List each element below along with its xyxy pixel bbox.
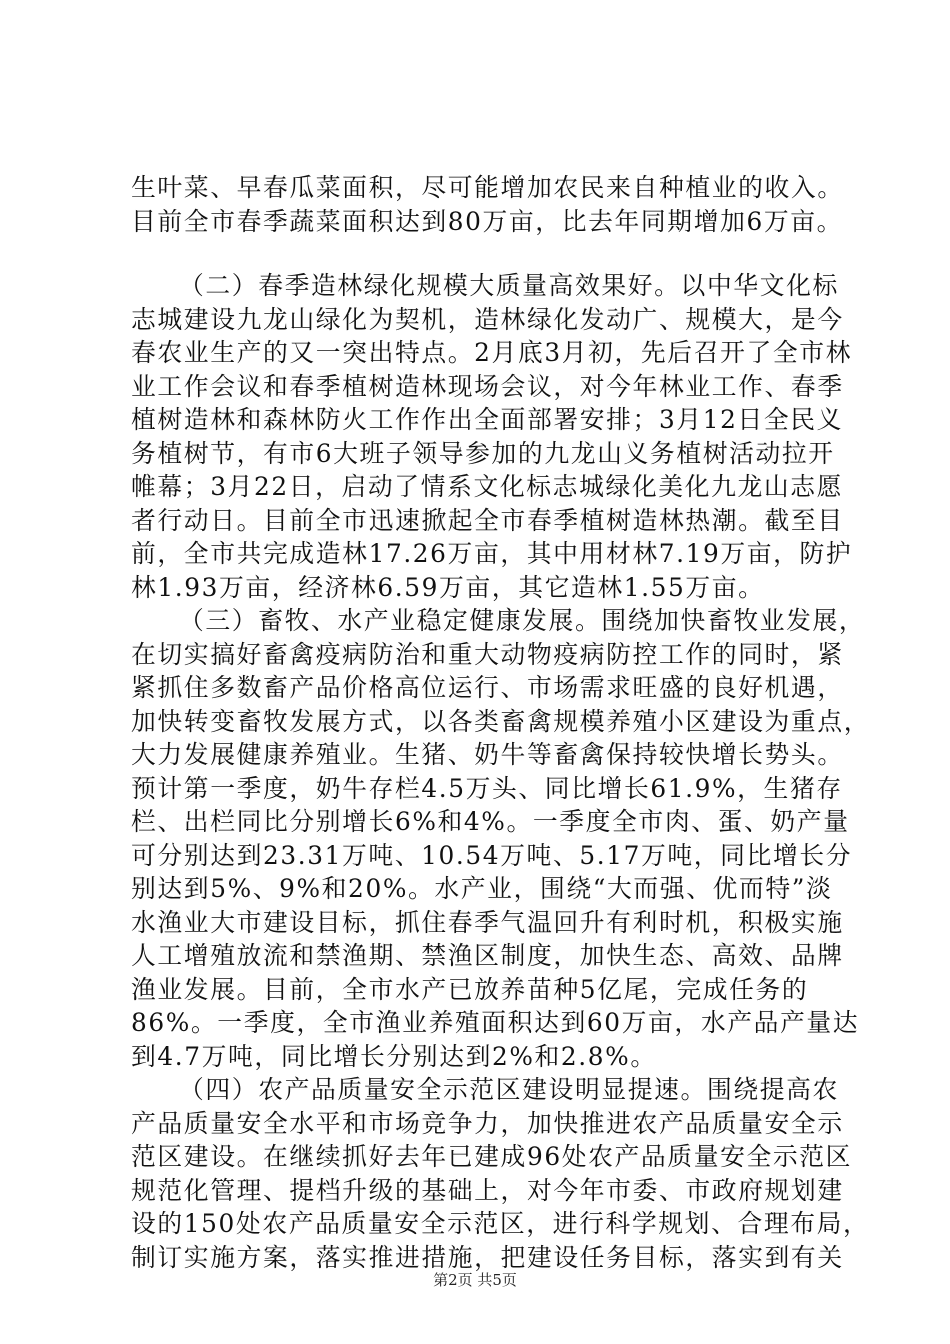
paragraph-line: 志城建设九龙山绿化为契机，造林绿化发动广、规模大，是今 (131, 305, 844, 334)
paragraph-line: 帷幕；3月22日，启动了情系文化标志城绿化美化九龙山志愿 (131, 472, 844, 501)
paragraph-line: 栏、出栏同比分别增长6%和4%。一季度全市肉、蛋、奶产量 (131, 807, 850, 836)
paragraph-line: 务植树节，有市6大班子领导参加的九龙山义务植树活动拉开 (131, 439, 835, 468)
section-heading-line: （三）畜牧、水产业稳定健康发展。围绕加快畜牧业发展， (179, 606, 866, 635)
paragraph-line: 设的150处农产品质量安全示范区，进行科学规划、合理布局， (131, 1209, 870, 1238)
paragraph-line: 目前全市春季蔬菜面积达到80万亩，比去年同期增加6万亩。 (131, 207, 844, 236)
paragraph-line: 制订实施方案，落实推进措施，把建设任务目标，落实到有关 (131, 1243, 844, 1272)
paragraph-line: 到4.7万吨，同比增长分别达到2%和2.8%。 (131, 1042, 657, 1071)
paragraph-line: 规范化管理、提档升级的基础上，对今年市委、市政府规划建 (131, 1176, 844, 1205)
paragraph-line: 者行动日。目前全市迅速掀起全市春季植树造林热潮。截至目 (131, 506, 844, 535)
paragraph-line: 大力发展健康养殖业。生猪、奶牛等畜禽保持较快增长势头。 (131, 740, 844, 769)
paragraph-line: 水渔业大市建设目标，抓住春季气温回升有利时机，积极实施 (131, 908, 844, 937)
paragraph-line: 加快转变畜牧发展方式，以各类畜禽规模养殖小区建设为重点， (131, 707, 871, 736)
paragraph-line: 前，全市共完成造林17.26万亩，其中用材林7.19万亩，防护 (131, 539, 853, 568)
paragraph-line: 紧抓住多数畜产品价格高位运行、市场需求旺盛的良好机遇， (131, 673, 844, 702)
paragraph-line: 生叶菜、早春瓜菜面积，尽可能增加农民来自种植业的收入。 (131, 173, 844, 202)
paragraph-line: 在切实搞好畜禽疫病防治和重大动物疫病防控工作的同时，紧 (131, 640, 844, 669)
paragraph-line: 渔业发展。目前，全市水产已放养苗种5亿尾，完成任务的 (131, 975, 809, 1004)
paragraph-line: 人工增殖放流和禁渔期、禁渔区制度，加快生态、高效、品牌 (131, 941, 844, 970)
paragraph-line: 范区建设。在继续抓好去年已建成96处农产品质量安全示范区 (131, 1142, 853, 1171)
paragraph-line: 林1.93万亩，经济林6.59万亩，其它造林1.55万亩。 (131, 573, 765, 602)
paragraph-line: 产品质量安全水平和市场竞争力，加快推进农产品质量安全示 (131, 1109, 844, 1138)
paragraph-line: 业工作会议和春季植树造林现场会议，对今年林业工作、春季 (131, 372, 844, 401)
paragraph-line: 别达到5%、9%和20%。水产业，围绕“大而强、优而特”淡 (131, 874, 833, 903)
section-heading-line: （四）农产品质量安全示范区建设明显提速。围绕提高农 (179, 1075, 839, 1104)
section-heading-line: （二）春季造林绿化规模大质量高效果好。以中华文化标 (179, 271, 839, 300)
paragraph-line: 预计第一季度，奶牛存栏4.5万头、同比增长61.9%，生猪存 (131, 774, 843, 803)
page-number-footer: 第2页 共5页 (433, 1271, 517, 1289)
paragraph-line: 植树造林和森林防火工作作出全面部署安排；3月12日全民义 (131, 405, 844, 434)
paragraph-line: 86%。一季度，全市渔业养殖面积达到60万亩，水产品产量达 (131, 1008, 860, 1037)
paragraph-line: 春农业生产的又一突出特点。2月底3月初，先后召开了全市林 (131, 338, 853, 367)
paragraph-line: 可分别达到23.31万吨、10.54万吨、5.17万吨，同比增长分 (131, 841, 853, 870)
